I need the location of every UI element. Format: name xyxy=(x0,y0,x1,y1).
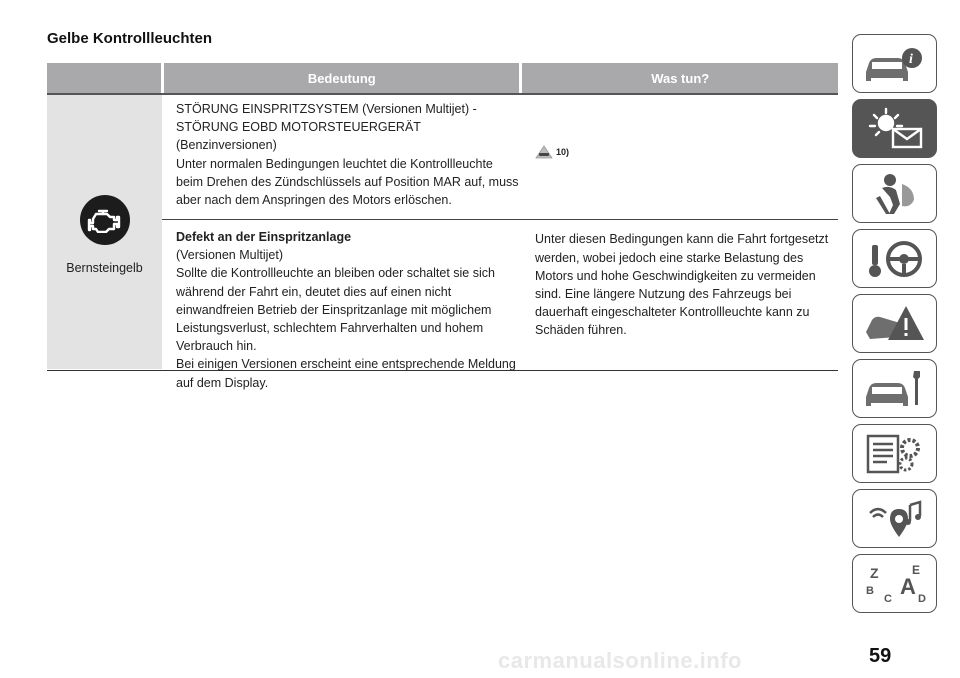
action-line: Unter diesen Bedingungen kann die Fahrt fortgesetzt xyxy=(535,232,829,247)
meaning-line: während der Fahrt ein, deutet dies auf einen nicht xyxy=(176,284,452,299)
meaning-line: Verbrauch hin. xyxy=(176,339,257,354)
action-line: dauerhaft eingeschalteter Kontrollleuchte kann zu xyxy=(535,305,810,320)
page-title: Gelbe Kontrollleuchten xyxy=(47,30,213,47)
alphabet-index-icon xyxy=(860,562,930,606)
tab-car-info[interactable] xyxy=(852,34,937,93)
meaning-cell xyxy=(162,95,520,219)
tab-index[interactable] xyxy=(852,554,937,613)
music-navigation-icon xyxy=(860,497,930,541)
meaning-line: Unter normalen Bedingungen leuchtet die Kontrollleuchte xyxy=(176,156,493,171)
warning-reference-number: 10) xyxy=(556,146,570,157)
tab-emergency[interactable] xyxy=(852,294,937,353)
header-action: Was tun? xyxy=(651,70,710,86)
car-info-icon xyxy=(860,42,930,86)
icon-color-label: Bernsteingelb xyxy=(66,261,143,275)
steering-wheel-key-icon xyxy=(860,237,930,281)
table-row xyxy=(162,95,838,219)
svg-text:i: i xyxy=(908,51,913,67)
svg-text:Z: Z xyxy=(869,564,879,581)
meaning-line: aber nach dem Anspringen des Motors erlöschen. xyxy=(176,193,452,208)
svg-text:C: C xyxy=(883,592,892,605)
meaning-line: beim Drehen des Zündschlüssels auf Position MAR auf, muss xyxy=(176,174,519,189)
checklist-gear-icon xyxy=(860,432,930,476)
warning-reference xyxy=(535,143,569,161)
svg-text:E: E xyxy=(911,562,920,577)
header-icon-column xyxy=(47,63,161,93)
tab-warning-lights[interactable] xyxy=(852,99,937,158)
action-line: werden, wobei jedoch eine starke Belastung des xyxy=(535,250,804,265)
meaning-line: einwandfreien Betrieb der Einspritzanlage mit möglichem xyxy=(176,302,492,317)
engine-check-icon xyxy=(80,195,130,245)
meaning-line: Sollte die Kontrollleuchte an bleiben oder schaltet sie sich xyxy=(176,266,495,281)
meaning-line: STÖRUNG EINSPRITZSYSTEM (Versionen Multijet) - xyxy=(176,102,477,116)
chapter-tabs xyxy=(852,34,939,619)
meaning-line: auf dem Display. xyxy=(176,375,269,390)
action-line: sind. Eine längere Nutzung des Fahrzeugs bei xyxy=(535,287,792,301)
meaning-line: Leistungsverlust, schlechtem Fahrverhalten und hohem xyxy=(176,321,484,336)
header-meaning: Bedeutung xyxy=(307,70,376,86)
meaning-line: (Versionen Multijet) xyxy=(176,248,283,263)
action-cell xyxy=(520,220,838,370)
tab-technical-data[interactable] xyxy=(852,424,937,483)
tab-multimedia[interactable] xyxy=(852,489,937,548)
tab-safety[interactable] xyxy=(852,164,937,223)
tab-start-drive[interactable] xyxy=(852,229,937,288)
seat-airbag-icon xyxy=(860,172,930,216)
icon-cell xyxy=(47,95,162,369)
meaning-line: Bei einigen Versionen erscheint eine entsprechende Meldung xyxy=(176,357,516,372)
footer-watermark: carmanualsonline.info xyxy=(498,648,742,673)
car-wrench-icon xyxy=(860,367,930,411)
meaning-line: STÖRUNG EOBD MOTORSTEUERGERÄT (Benzinversionen) xyxy=(176,120,421,153)
table-header xyxy=(47,63,838,95)
table-row xyxy=(162,219,838,390)
svg-text:D: D xyxy=(917,592,926,605)
svg-text:B: B xyxy=(865,584,874,597)
warning-triangle-icon xyxy=(535,145,553,159)
action-line: Motors und hohe Geschwindigkeiten zu vermeiden xyxy=(535,268,816,283)
car-crash-warning-icon xyxy=(860,302,930,346)
page-number: 59 xyxy=(869,645,892,667)
meaning-heading: Defekt an der Einspritzanlage xyxy=(176,230,352,244)
meaning-cell xyxy=(162,220,520,390)
warning-light-envelope-icon xyxy=(860,107,930,151)
action-cell xyxy=(520,95,838,219)
warning-light-table xyxy=(47,63,838,390)
tab-maintenance[interactable] xyxy=(852,359,937,418)
action-line: Schäden führen. xyxy=(535,323,627,338)
svg-text:A: A xyxy=(899,573,916,599)
